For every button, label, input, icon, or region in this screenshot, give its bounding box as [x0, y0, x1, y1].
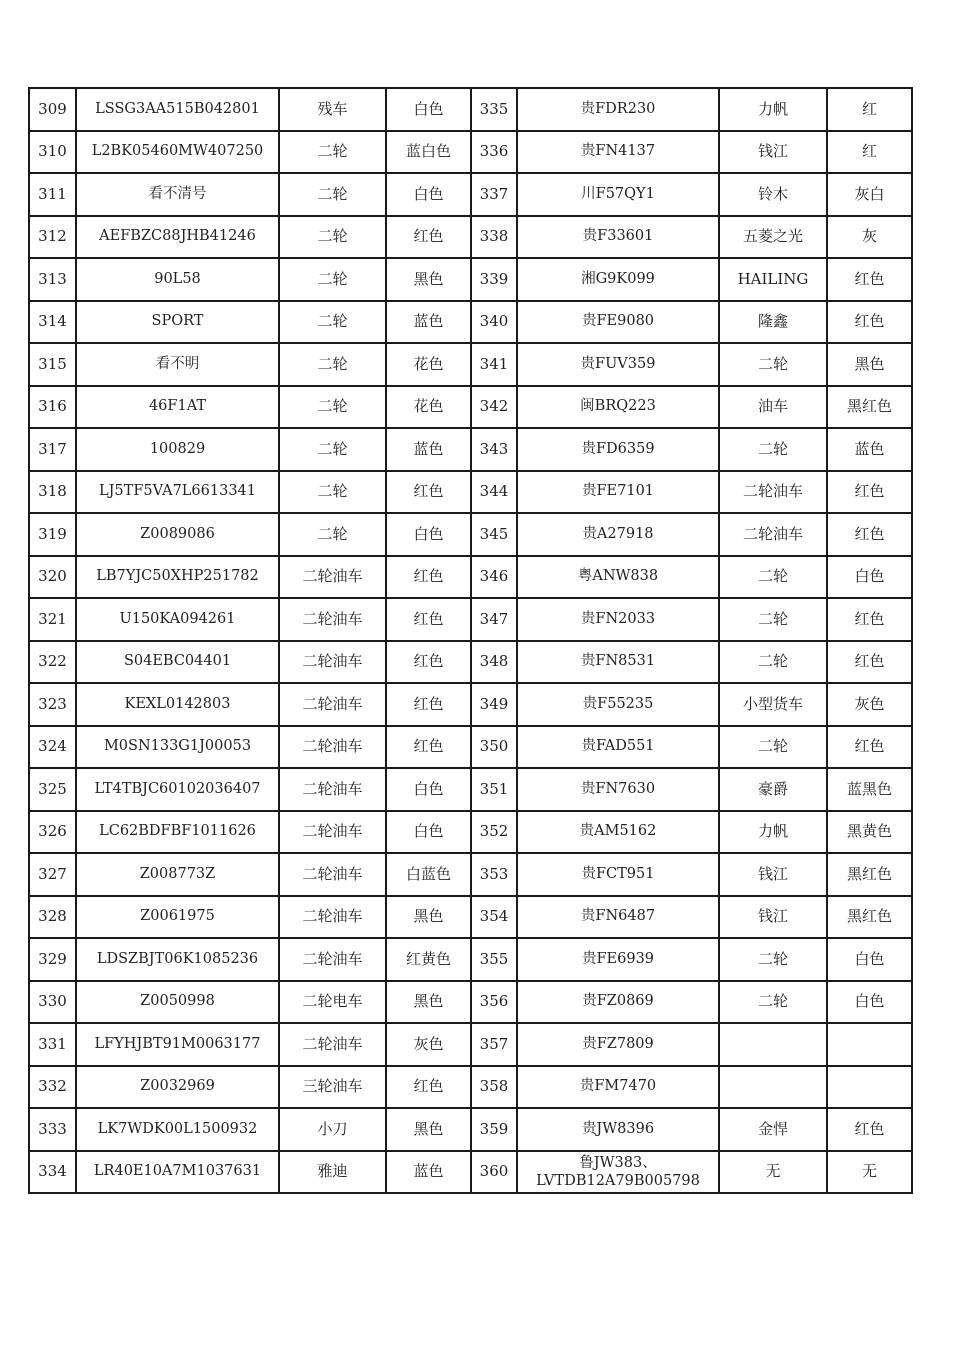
vehicle-id-cell: 看不明 — [76, 343, 279, 386]
vehicle-id-cell: 贵FN6487 — [517, 896, 719, 939]
row-number-cell: 335 — [471, 88, 517, 131]
vehicle-id-cell: 贵FN8531 — [517, 641, 719, 684]
vehicle-id-cell: 贵FN7630 — [517, 768, 719, 811]
vehicle-color-cell: 白色 — [386, 88, 471, 131]
vehicle-color-cell: 红色 — [827, 598, 912, 641]
vehicle-id-cell: LK7WDK00L1500932 — [76, 1108, 279, 1151]
vehicle-id-cell: 贵FAD551 — [517, 726, 719, 769]
vehicle-color-cell: 红色 — [386, 471, 471, 514]
row-number-cell: 313 — [29, 258, 76, 301]
vehicle-color-cell: 红 — [827, 88, 912, 131]
vehicle-type-cell: 二轮 — [719, 598, 827, 641]
vehicle-color-cell: 花色 — [386, 343, 471, 386]
vehicle-color-cell: 黑色 — [386, 258, 471, 301]
vehicle-color-cell: 黑色 — [386, 1108, 471, 1151]
vehicle-type-cell: 二轮油车 — [719, 471, 827, 514]
vehicle-type-cell: 二轮油车 — [279, 1023, 386, 1066]
vehicle-type-cell: 二轮 — [719, 938, 827, 981]
vehicle-type-cell: 金悍 — [719, 1108, 827, 1151]
row-number-cell: 323 — [29, 683, 76, 726]
row-number-cell: 324 — [29, 726, 76, 769]
vehicle-color-cell: 白色 — [827, 981, 912, 1024]
vehicle-id-cell: 贵FZ7809 — [517, 1023, 719, 1066]
vehicle-color-cell: 红色 — [386, 726, 471, 769]
vehicle-type-cell: 三轮油车 — [279, 1066, 386, 1109]
table-row — [29, 1151, 912, 1194]
table-row — [29, 726, 912, 769]
vehicle-id-cell: 贵A27918 — [517, 513, 719, 556]
vehicle-type-cell: 二轮 — [719, 641, 827, 684]
row-number-cell: 359 — [471, 1108, 517, 1151]
vehicle-type-cell — [719, 1023, 827, 1066]
vehicle-id-cell: LC62BDFBF1011626 — [76, 811, 279, 854]
row-number-cell: 354 — [471, 896, 517, 939]
vehicle-id-cell: 贵FM7470 — [517, 1066, 719, 1109]
vehicle-type-cell: 二轮 — [279, 216, 386, 259]
vehicle-type-cell: 二轮 — [719, 428, 827, 471]
row-number-cell: 343 — [471, 428, 517, 471]
row-number-cell: 340 — [471, 301, 517, 344]
row-number-cell: 331 — [29, 1023, 76, 1066]
vehicle-id-cell: 闽BRQ223 — [517, 386, 719, 429]
table-row — [29, 938, 912, 981]
table-row — [29, 1023, 912, 1066]
vehicle-color-cell: 红色 — [386, 556, 471, 599]
row-number-cell: 315 — [29, 343, 76, 386]
vehicle-color-cell: 白色 — [386, 768, 471, 811]
row-number-cell: 329 — [29, 938, 76, 981]
vehicle-type-cell: 五菱之光 — [719, 216, 827, 259]
vehicle-type-cell: 雅迪 — [279, 1151, 386, 1194]
vehicle-type-cell: 二轮 — [279, 513, 386, 556]
vehicle-id-cell: Z0089086 — [76, 513, 279, 556]
vehicle-id-cell: LT4TBJC60102036407 — [76, 768, 279, 811]
vehicle-color-cell: 白色 — [386, 811, 471, 854]
row-number-cell: 358 — [471, 1066, 517, 1109]
vehicle-id-cell: 川F57QY1 — [517, 173, 719, 216]
vehicle-id-cell: 贵FE7101 — [517, 471, 719, 514]
vehicle-type-cell: 二轮油车 — [279, 556, 386, 599]
table-row — [29, 981, 912, 1024]
vehicle-id-cell: AEFBZC88JHB41246 — [76, 216, 279, 259]
row-number-cell: 319 — [29, 513, 76, 556]
vehicle-color-cell — [827, 1066, 912, 1109]
vehicle-color-cell: 红色 — [827, 1108, 912, 1151]
vehicle-color-cell: 灰 — [827, 216, 912, 259]
row-number-cell: 322 — [29, 641, 76, 684]
row-number-cell: 318 — [29, 471, 76, 514]
row-number-cell: 349 — [471, 683, 517, 726]
vehicle-color-cell: 花色 — [386, 386, 471, 429]
vehicle-type-cell: 二轮油车 — [719, 513, 827, 556]
row-number-cell: 328 — [29, 896, 76, 939]
vehicle-color-cell: 红色 — [386, 641, 471, 684]
row-number-cell: 337 — [471, 173, 517, 216]
row-number-cell: 345 — [471, 513, 517, 556]
row-number-cell: 316 — [29, 386, 76, 429]
vehicle-id-cell: 贵FUV359 — [517, 343, 719, 386]
vehicle-color-cell: 白色 — [386, 173, 471, 216]
row-number-cell: 347 — [471, 598, 517, 641]
row-number-cell: 325 — [29, 768, 76, 811]
vehicle-color-cell: 红色 — [827, 726, 912, 769]
vehicle-type-cell: 二轮 — [279, 343, 386, 386]
vehicle-color-cell: 蓝色 — [386, 428, 471, 471]
vehicle-id-cell: 贵FN2033 — [517, 598, 719, 641]
vehicle-type-cell: 二轮油车 — [279, 853, 386, 896]
vehicle-table — [28, 87, 913, 1194]
vehicle-type-cell: 二轮油车 — [279, 768, 386, 811]
vehicle-type-cell: 二轮油车 — [279, 726, 386, 769]
vehicle-type-cell: 钱江 — [719, 131, 827, 174]
row-number-cell: 342 — [471, 386, 517, 429]
vehicle-id-cell — [517, 1151, 719, 1194]
vehicle-color-cell: 蓝黑色 — [827, 768, 912, 811]
table-row — [29, 598, 912, 641]
vehicle-color-cell: 黑色 — [827, 343, 912, 386]
vehicle-id-cell: 粤ANW838 — [517, 556, 719, 599]
vehicle-type-cell: 二轮 — [279, 386, 386, 429]
vehicle-color-cell: 蓝色 — [386, 1151, 471, 1194]
vehicle-color-cell: 灰色 — [827, 683, 912, 726]
vehicle-type-cell: 小型货车 — [719, 683, 827, 726]
vehicle-color-cell: 红色 — [827, 513, 912, 556]
vehicle-color-cell: 黑黄色 — [827, 811, 912, 854]
vehicle-type-cell: 二轮 — [279, 301, 386, 344]
vehicle-id-cell: LB7YJC50XHP251782 — [76, 556, 279, 599]
vehicle-color-cell: 蓝白色 — [386, 131, 471, 174]
vehicle-type-cell: 二轮 — [279, 131, 386, 174]
vehicle-color-cell: 灰白 — [827, 173, 912, 216]
vehicle-type-cell: 残车 — [279, 88, 386, 131]
vehicle-id-cell: L2BK05460MW407250 — [76, 131, 279, 174]
vehicle-color-cell: 白蓝色 — [386, 853, 471, 896]
table-row — [29, 683, 912, 726]
table-row — [29, 1108, 912, 1151]
row-number-cell: 311 — [29, 173, 76, 216]
vehicle-id-cell: Z0050998 — [76, 981, 279, 1024]
vehicle-id-cell: LJ5TF5VA7L6613341 — [76, 471, 279, 514]
vehicle-color-cell: 黑红色 — [827, 386, 912, 429]
vehicle-color-cell: 黑色 — [386, 896, 471, 939]
vehicle-type-cell: 二轮 — [279, 173, 386, 216]
row-number-cell: 348 — [471, 641, 517, 684]
vehicle-color-cell: 蓝色 — [386, 301, 471, 344]
vehicle-type-cell: 小刀 — [279, 1108, 386, 1151]
row-number-cell: 321 — [29, 598, 76, 641]
vehicle-color-cell: 红色 — [827, 641, 912, 684]
row-number-cell: 320 — [29, 556, 76, 599]
vehicle-id-cell: 贵FDR230 — [517, 88, 719, 131]
vehicle-id-cell: 贵F33601 — [517, 216, 719, 259]
table-row — [29, 88, 912, 131]
vehicle-type-cell: 二轮油车 — [279, 896, 386, 939]
vehicle-color-cell: 红色 — [386, 216, 471, 259]
vehicle-type-cell: 二轮油车 — [279, 938, 386, 981]
vehicle-color-cell: 黑红色 — [827, 896, 912, 939]
vehicle-type-cell: 二轮 — [279, 428, 386, 471]
row-number-cell: 351 — [471, 768, 517, 811]
vehicle-id-cell: 贵AM5162 — [517, 811, 719, 854]
vehicle-type-cell: 豪爵 — [719, 768, 827, 811]
vehicle-id-line: 鲁JW383、 — [579, 1154, 657, 1171]
row-number-cell: 353 — [471, 853, 517, 896]
vehicle-type-cell: 铃木 — [719, 173, 827, 216]
vehicle-id-cell: 贵FCT951 — [517, 853, 719, 896]
vehicle-id-line: LVTDB12A79B005798 — [536, 1172, 700, 1189]
vehicle-color-cell: 红色 — [386, 1066, 471, 1109]
table-row — [29, 343, 912, 386]
vehicle-color-cell: 黑红色 — [827, 853, 912, 896]
vehicle-id-cell: LR40E10A7M1037631 — [76, 1151, 279, 1194]
row-number-cell: 330 — [29, 981, 76, 1024]
row-number-cell: 332 — [29, 1066, 76, 1109]
table-row — [29, 173, 912, 216]
vehicle-type-cell: 油车 — [719, 386, 827, 429]
vehicle-id-cell: Z0061975 — [76, 896, 279, 939]
vehicle-color-cell — [827, 1023, 912, 1066]
row-number-cell: 334 — [29, 1151, 76, 1194]
vehicle-type-cell: 二轮 — [719, 726, 827, 769]
row-number-cell: 356 — [471, 981, 517, 1024]
vehicle-id-cell: 90L58 — [76, 258, 279, 301]
vehicle-color-cell: 白色 — [827, 556, 912, 599]
vehicle-color-cell: 红色 — [827, 471, 912, 514]
row-number-cell: 314 — [29, 301, 76, 344]
vehicle-color-cell: 红黄色 — [386, 938, 471, 981]
row-number-cell: 338 — [471, 216, 517, 259]
vehicle-color-cell: 白色 — [386, 513, 471, 556]
table-body — [29, 88, 912, 1193]
table-row — [29, 216, 912, 259]
vehicle-id-cell: LSSG3AA515B042801 — [76, 88, 279, 131]
row-number-cell: 310 — [29, 131, 76, 174]
table-row — [29, 513, 912, 556]
vehicle-id-cell: 贵FZ0869 — [517, 981, 719, 1024]
vehicle-type-cell: 二轮油车 — [279, 641, 386, 684]
table-row — [29, 556, 912, 599]
vehicle-color-cell: 红 — [827, 131, 912, 174]
row-number-cell: 327 — [29, 853, 76, 896]
row-number-cell: 344 — [471, 471, 517, 514]
table-row — [29, 428, 912, 471]
vehicle-id-cell: 看不清号 — [76, 173, 279, 216]
vehicle-id-cell: 贵FD6359 — [517, 428, 719, 471]
table-row — [29, 1066, 912, 1109]
vehicle-color-cell: 红色 — [386, 683, 471, 726]
vehicle-color-cell: 蓝色 — [827, 428, 912, 471]
table-row — [29, 258, 912, 301]
table-row — [29, 471, 912, 514]
table-row — [29, 853, 912, 896]
row-number-cell: 355 — [471, 938, 517, 981]
vehicle-color-cell: 红色 — [827, 301, 912, 344]
vehicle-type-cell — [719, 1066, 827, 1109]
vehicle-type-cell: 二轮 — [719, 556, 827, 599]
vehicle-id-cell: SPORT — [76, 301, 279, 344]
row-number-cell: 326 — [29, 811, 76, 854]
vehicle-id-cell: 46F1AT — [76, 386, 279, 429]
vehicle-type-cell: 钱江 — [719, 853, 827, 896]
vehicle-type-cell: 隆鑫 — [719, 301, 827, 344]
vehicle-type-cell: 钱江 — [719, 896, 827, 939]
table-row — [29, 768, 912, 811]
table-row — [29, 896, 912, 939]
vehicle-type-cell: 二轮油车 — [279, 683, 386, 726]
row-number-cell: 357 — [471, 1023, 517, 1066]
row-number-cell: 339 — [471, 258, 517, 301]
vehicle-id-cell: LDSZBJT06K1085236 — [76, 938, 279, 981]
row-number-cell: 346 — [471, 556, 517, 599]
row-number-cell: 309 — [29, 88, 76, 131]
row-number-cell: 350 — [471, 726, 517, 769]
vehicle-id-cell: 贵JW8396 — [517, 1108, 719, 1151]
vehicle-type-cell: HAILING — [719, 258, 827, 301]
vehicle-id-cell: 贵FN4137 — [517, 131, 719, 174]
vehicle-color-cell: 白色 — [827, 938, 912, 981]
row-number-cell: 336 — [471, 131, 517, 174]
vehicle-id-cell: 贵FE6939 — [517, 938, 719, 981]
vehicle-type-cell: 二轮 — [719, 343, 827, 386]
row-number-cell: 352 — [471, 811, 517, 854]
vehicle-id-cell: KEXL0142803 — [76, 683, 279, 726]
vehicle-id-cell: 贵F55235 — [517, 683, 719, 726]
vehicle-type-cell: 二轮电车 — [279, 981, 386, 1024]
vehicle-id-cell: M0SN133G1J00053 — [76, 726, 279, 769]
vehicle-type-cell: 二轮油车 — [279, 598, 386, 641]
vehicle-type-cell: 无 — [719, 1151, 827, 1194]
vehicle-type-cell: 二轮 — [279, 471, 386, 514]
vehicle-id-cell: Z0032969 — [76, 1066, 279, 1109]
table-row — [29, 301, 912, 344]
vehicle-type-cell: 二轮 — [279, 258, 386, 301]
vehicle-id-cell: 100829 — [76, 428, 279, 471]
row-number-cell: 312 — [29, 216, 76, 259]
vehicle-id-cell: 湘G9K099 — [517, 258, 719, 301]
vehicle-color-cell: 红色 — [386, 598, 471, 641]
vehicle-type-cell: 二轮油车 — [279, 811, 386, 854]
vehicle-id-cell: LFYHJBT91M0063177 — [76, 1023, 279, 1066]
vehicle-color-cell: 红色 — [827, 258, 912, 301]
table-row — [29, 131, 912, 174]
vehicle-id-cell: U150KA094261 — [76, 598, 279, 641]
row-number-cell: 341 — [471, 343, 517, 386]
vehicle-color-cell: 灰色 — [386, 1023, 471, 1066]
table-row — [29, 641, 912, 684]
vehicle-id-cell: 贵FE9080 — [517, 301, 719, 344]
vehicle-type-cell: 二轮 — [719, 981, 827, 1024]
vehicle-type-cell: 力帆 — [719, 88, 827, 131]
table-row — [29, 386, 912, 429]
vehicle-color-cell: 无 — [827, 1151, 912, 1194]
row-number-cell: 333 — [29, 1108, 76, 1151]
row-number-cell: 360 — [471, 1151, 517, 1194]
vehicle-id-cell: Z008773Z — [76, 853, 279, 896]
vehicle-color-cell: 黑色 — [386, 981, 471, 1024]
vehicle-id-cell: S04EBC04401 — [76, 641, 279, 684]
table-row — [29, 811, 912, 854]
row-number-cell: 317 — [29, 428, 76, 471]
vehicle-type-cell: 力帆 — [719, 811, 827, 854]
